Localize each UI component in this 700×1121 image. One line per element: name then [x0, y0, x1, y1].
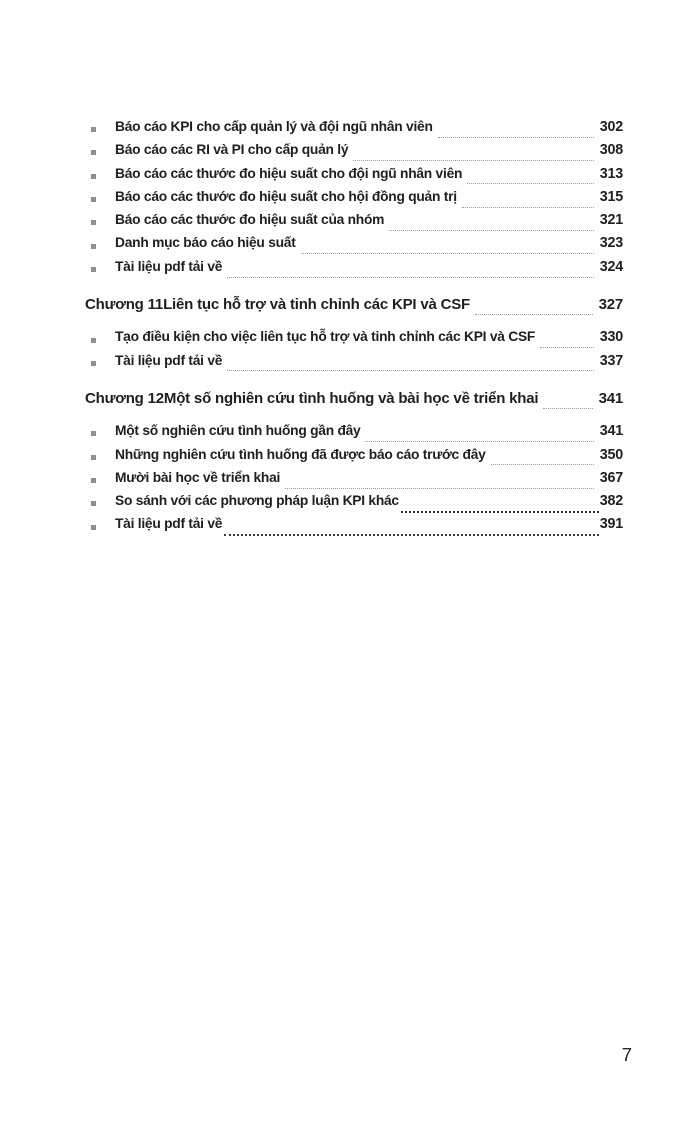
toc-entry-label: Tài liệu pdf tải về: [115, 258, 223, 274]
toc-section: [85, 296, 623, 376]
bullet-square-icon: [91, 361, 96, 366]
bullet-square-icon: [91, 127, 96, 132]
toc-entry: [85, 447, 623, 470]
toc-entry-label: Báo cáo các thước đo hiệu suất của nhóm: [115, 212, 385, 228]
toc-entry: [85, 166, 623, 189]
toc-entry-page-number: 350: [599, 446, 623, 463]
toc-entry: [85, 259, 623, 282]
toc-entry-page-number: 341: [599, 423, 623, 440]
bullet-square-icon: [91, 174, 96, 179]
toc-item-list: [85, 119, 623, 282]
toc-entry-page-number: 330: [599, 329, 623, 346]
toc-entry-page-number: 324: [599, 258, 623, 275]
toc-entry-label: Báo cáo các RI và PI cho cấp quản lý: [115, 142, 349, 158]
dot-leader: [491, 464, 594, 465]
chapter-title: Liên tục hỗ trợ và tinh chỉnh các KPI và CSF: [163, 296, 470, 314]
toc-entry-page-number: 337: [599, 352, 623, 369]
toc-section: [85, 390, 623, 540]
toc-entry: [85, 142, 623, 165]
toc-entry-page-number: 313: [599, 165, 623, 182]
bullet-square-icon: [91, 220, 96, 225]
toc-item-list: [85, 423, 623, 539]
toc-entry: [85, 212, 623, 235]
dot-leader: [543, 408, 592, 409]
page-number: 7: [621, 1044, 632, 1065]
dot-leader: [224, 534, 599, 536]
bullet-square-icon: [91, 267, 96, 272]
dot-leader: [227, 277, 594, 278]
toc-entry: [85, 119, 623, 142]
dot-leader: [285, 488, 594, 489]
bullet-square-icon: [91, 431, 96, 436]
chapter-title: Một số nghiên cứu tình huống và bài học về triển khai: [163, 389, 539, 407]
toc-entry: [85, 235, 623, 258]
chapter-label: Chương 12: [85, 389, 164, 407]
toc-entry: [85, 329, 623, 352]
toc-entry: [85, 516, 623, 539]
toc-entry-label: Những nghiên cứu tình huống đã được báo cáo trước đây: [115, 446, 486, 462]
toc-section: [85, 119, 623, 282]
dot-leader: [540, 347, 594, 348]
toc-entry-label: Báo cáo các thước đo hiệu suất cho đội ngũ nhân viên: [115, 165, 463, 181]
chapter-heading-row: [85, 296, 623, 319]
toc-entry-label: Mười bài học về triển khai: [115, 469, 281, 485]
toc-entry: [85, 189, 623, 212]
toc-entry-label: So sánh với các phương pháp luận KPI khác: [115, 493, 399, 509]
toc-entry-label: Tài liệu pdf tải về: [115, 352, 223, 368]
toc-content: [85, 119, 623, 540]
toc-item-list: [85, 329, 623, 376]
chapter-page-number: 327: [598, 296, 623, 314]
dot-leader: [467, 183, 594, 184]
toc-entry-page-number: 321: [599, 212, 623, 229]
toc-entry-label: Báo cáo KPI cho cấp quản lý và đội ngũ nhân viên: [115, 119, 433, 134]
toc-entry-label: Một số nghiên cứu tình huống gần đây: [115, 423, 361, 439]
chapter-label: Chương 11: [85, 296, 164, 314]
toc-entry: [85, 470, 623, 493]
toc-entry-page-number: 382: [599, 493, 623, 510]
dot-leader: [401, 511, 599, 513]
bullet-square-icon: [91, 455, 96, 460]
toc-entry-label: Tạo điều kiện cho việc liên tục hỗ trợ và tinh chỉnh các KPI và CSF: [115, 329, 536, 345]
toc-entry: [85, 493, 623, 516]
toc-entry-page-number: 391: [599, 516, 623, 533]
toc-entry-page-number: 302: [599, 119, 623, 135]
toc-entry-page-number: 315: [599, 188, 623, 205]
bullet-square-icon: [91, 150, 96, 155]
bullet-square-icon: [91, 525, 96, 530]
chapter-heading-row: [85, 390, 623, 413]
dot-leader: [353, 160, 593, 161]
dot-leader: [365, 441, 593, 442]
toc-entry-page-number: 308: [599, 142, 623, 159]
bullet-square-icon: [91, 197, 96, 202]
toc-entry-label: Tài liệu pdf tải về: [115, 516, 223, 532]
dot-leader: [389, 230, 594, 231]
toc-entry-page-number: 367: [599, 469, 623, 486]
bullet-square-icon: [91, 244, 96, 249]
dot-leader: [462, 207, 594, 208]
bullet-square-icon: [91, 338, 96, 343]
bullet-square-icon: [91, 501, 96, 506]
chapter-page-number: 341: [598, 389, 623, 407]
bullet-square-icon: [91, 478, 96, 483]
toc-entry-page-number: 323: [599, 235, 623, 252]
dot-leader: [227, 370, 594, 371]
dot-leader: [301, 253, 594, 254]
dot-leader: [475, 314, 593, 315]
dot-leader: [438, 137, 594, 138]
toc-entry: [85, 353, 623, 376]
toc-entry: [85, 423, 623, 446]
toc-entry-label: Danh mục báo cáo hiệu suất: [115, 235, 296, 251]
toc-entry-label: Báo cáo các thước đo hiệu suất cho hội đồng quản trị: [115, 188, 457, 204]
